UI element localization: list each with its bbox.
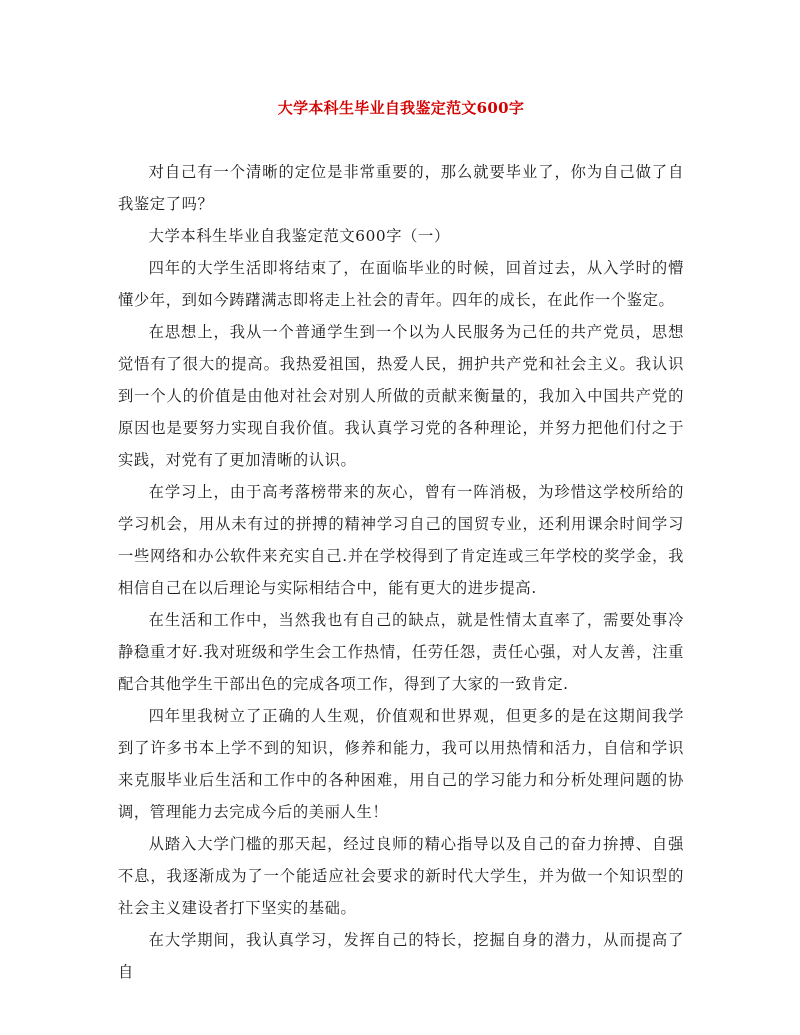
paragraph-outlook: 四年里我树立了正确的人生观，价值观和世界观，但更多的是在这期间我学到了许多书本上学不到的知识，修养和能力，我可以用热情和活力，自信和学识来克服毕业后生活和工作中的各种困难，用自己的学习能力和分析处理问题的协调，管理能力去完成今后的美丽人生！: [118, 707, 684, 821]
paragraph-university: 在大学期间，我认真学习，发挥自己的特长，挖掘自身的潜力，从而提高了自: [118, 931, 684, 981]
paragraph-study: 在学习上，由于高考落榜带来的灰心，曾有一阵消极，为珍惜这学校所给的学习机会，用从未有过的拼搏的精神学习自己的国贸专业，还利用课余时间学习一些网络和办公软件来充实自己.并在学校得到了肯定连或三年学校的奖学金，我相信自己在以后理论与实际相结合中，能有更大的进步提高.: [118, 483, 684, 597]
paragraph-life-work: 在生活和工作中，当然我也有自己的缺点，就是性情太直率了，需要处事冷静稳重才好.我对班级和学生会工作热情，任劳任怨，责任心强，对人友善，注重配合其他学生干部出色的完成各项工作，得到了大家的一致肯定.: [118, 611, 684, 693]
paragraph-intro: 对自己有一个清晰的定位是非常重要的，那么就要毕业了，你为自己做了自我鉴定了吗？: [118, 163, 684, 213]
document-title: 大学本科生毕业自我鉴定范文600字: [277, 99, 525, 117]
paragraph-thought: 在思想上，我从一个普通学生到一个以为人民服务为己任的共产党员，思想觉悟有了很大的提高。我热爱祖国，热爱人民，拥护共产党和社会主义。我认识到一个人的价值是由他对社会对别人所做的贡献来衡量的，我加入中国共产党的原因也是要努力实现自我价值。我认真学习党的各种理论，并努力把他们付之于实践，对党有了更加清晰的认识。: [118, 323, 684, 469]
paragraph-growth: 从踏入大学门槛的那天起，经过良师的精心指导以及自己的奋力拚搏、自强不息，我逐渐成为了一个能适应社会要求的新时代大学生，并为做一个知识型的社会主义建设者打下坚实的基础。: [118, 835, 684, 917]
document-page: [118, 98, 684, 988]
paragraph-subheading: 大学本科生毕业自我鉴定范文600字（一）: [148, 227, 450, 245]
paragraph-overview: 四年的大学生活即将结束了，在面临毕业的时候，回首过去，从入学时的懵懂少年，到如今踌躇满志即将走上社会的青年。四年的成长，在此作一个鉴定。: [118, 259, 684, 309]
